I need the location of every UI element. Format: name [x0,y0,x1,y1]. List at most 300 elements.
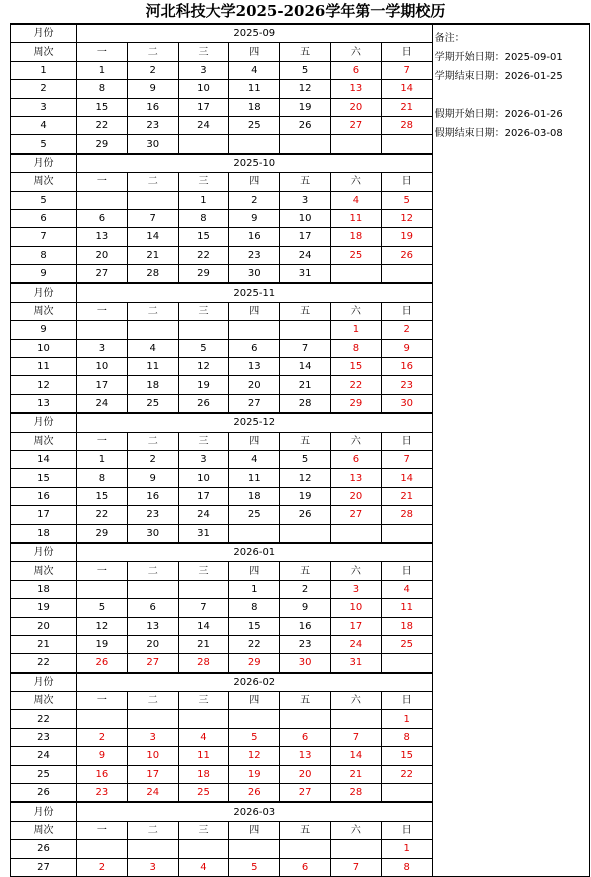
weekday-label: 日 [381,173,432,191]
day-cell: 29 [330,394,381,413]
week-label: 周次 [11,692,77,710]
day-cell: 8 [381,728,432,746]
day-cell: 4 [381,580,432,598]
day-cell: 4 [330,191,381,209]
day-cell: 6 [280,858,331,876]
day-cell: 22 [77,116,128,134]
note-line: 学期开始日期：2025-09-01 [434,52,563,63]
week-label: 周次 [11,173,77,191]
note-line: 学期结束日期：2026-01-25 [434,71,563,82]
day-cell: 3 [330,580,381,598]
week-number: 11 [11,358,77,376]
day-cell: 19 [280,487,331,505]
day-cell: 8 [77,80,128,98]
weekday-label: 二 [127,173,178,191]
day-cell: 11 [127,358,178,376]
note-line: 假期结束日期：2026-03-08 [434,128,563,139]
day-cell: 6 [280,728,331,746]
week-number: 21 [11,635,77,653]
weekday-label: 一 [77,692,128,710]
day-cell: 10 [77,358,128,376]
day-cell: 30 [381,394,432,413]
day-cell: 21 [280,376,331,394]
day-cell: 24 [330,635,381,653]
day-cell: 28 [330,784,381,803]
week-number: 22 [11,710,77,728]
day-cell: 16 [127,98,178,116]
weekday-label: 六 [330,432,381,450]
day-cell [178,580,229,598]
week-number: 27 [11,858,77,876]
weekday-label: 三 [178,692,229,710]
week-number: 7 [11,228,77,246]
month-label: 月份 [11,24,77,43]
week-number: 25 [11,765,77,783]
day-cell [330,710,381,728]
weekday-label: 一 [77,432,128,450]
day-cell [280,135,331,154]
day-cell [280,840,331,858]
weekday-label: 六 [330,43,381,61]
week-number: 12 [11,376,77,394]
day-cell: 11 [178,747,229,765]
day-cell: 11 [229,469,280,487]
day-cell: 29 [77,524,128,543]
day-cell: 5 [229,858,280,876]
day-cell: 10 [178,469,229,487]
weekday-label: 五 [280,43,331,61]
day-cell: 25 [381,635,432,653]
day-cell [127,710,178,728]
month-value: 2026-02 [77,673,433,692]
day-cell: 21 [178,635,229,653]
day-cell: 20 [280,765,331,783]
week-number: 5 [11,191,77,209]
day-cell [178,710,229,728]
weekday-label: 二 [127,562,178,580]
day-cell: 22 [330,376,381,394]
day-cell: 2 [77,858,128,876]
day-cell: 10 [127,747,178,765]
day-cell: 3 [127,858,178,876]
day-cell: 16 [280,617,331,635]
day-cell: 5 [381,191,432,209]
day-cell [127,840,178,858]
day-cell: 22 [229,635,280,653]
day-cell: 26 [381,246,432,264]
day-cell: 29 [178,265,229,284]
day-cell: 17 [77,376,128,394]
day-cell: 9 [280,599,331,617]
weekday-label: 三 [178,432,229,450]
day-cell: 27 [330,116,381,134]
day-cell: 7 [381,450,432,468]
day-cell: 25 [229,506,280,524]
day-cell [280,524,331,543]
day-cell [280,321,331,339]
day-cell: 27 [280,784,331,803]
day-cell: 14 [178,617,229,635]
day-cell: 6 [77,209,128,227]
day-cell: 30 [127,524,178,543]
day-cell: 9 [229,209,280,227]
day-cell: 7 [127,209,178,227]
day-cell: 19 [77,635,128,653]
weekday-label: 四 [229,692,280,710]
day-cell: 31 [330,654,381,673]
day-cell [280,710,331,728]
day-cell: 25 [178,784,229,803]
day-cell: 10 [178,80,229,98]
day-cell: 4 [229,61,280,79]
day-cell: 28 [178,654,229,673]
day-cell: 24 [178,506,229,524]
day-cell: 15 [77,487,128,505]
day-cell: 13 [280,747,331,765]
week-number: 17 [11,506,77,524]
day-cell [127,580,178,598]
weekday-label: 日 [381,562,432,580]
day-cell [229,840,280,858]
day-cell: 31 [178,524,229,543]
day-cell: 20 [77,246,128,264]
month-value: 2025-12 [77,413,433,432]
month-label: 月份 [11,283,77,302]
day-cell: 19 [178,376,229,394]
day-cell: 1 [77,61,128,79]
week-number: 16 [11,487,77,505]
day-cell: 1 [77,450,128,468]
day-cell: 26 [77,654,128,673]
week-number: 23 [11,728,77,746]
day-cell: 17 [330,617,381,635]
weekday-label: 四 [229,562,280,580]
week-number: 26 [11,840,77,858]
weekday-label: 一 [77,302,128,320]
day-cell: 15 [178,228,229,246]
month-label: 月份 [11,802,77,821]
day-cell: 6 [330,450,381,468]
day-cell: 23 [229,246,280,264]
day-cell: 1 [330,321,381,339]
week-number: 3 [11,98,77,116]
week-number: 18 [11,580,77,598]
week-label: 周次 [11,43,77,61]
weekday-label: 五 [280,821,331,839]
day-cell: 11 [330,209,381,227]
day-cell: 27 [77,265,128,284]
day-cell: 8 [229,599,280,617]
week-number: 22 [11,654,77,673]
weekday-label: 六 [330,302,381,320]
month-header-row [11,24,590,43]
weekday-label: 一 [77,173,128,191]
weekday-label: 四 [229,821,280,839]
day-cell: 20 [127,635,178,653]
day-cell: 24 [127,784,178,803]
day-cell: 5 [280,450,331,468]
day-cell: 2 [280,580,331,598]
day-cell: 6 [330,61,381,79]
day-cell [178,321,229,339]
day-cell [381,524,432,543]
day-cell: 14 [280,358,331,376]
day-cell: 12 [178,358,229,376]
weekday-label: 五 [280,432,331,450]
weekday-label: 三 [178,562,229,580]
day-cell: 2 [77,728,128,746]
weekday-label: 一 [77,562,128,580]
day-cell: 17 [280,228,331,246]
day-cell: 17 [178,487,229,505]
weekday-label: 六 [330,562,381,580]
day-cell: 30 [127,135,178,154]
day-cell: 20 [330,98,381,116]
day-cell: 18 [330,228,381,246]
weekday-label: 六 [330,821,381,839]
day-cell: 14 [127,228,178,246]
day-cell: 1 [381,710,432,728]
day-cell: 13 [330,469,381,487]
day-cell [330,524,381,543]
day-cell: 29 [229,654,280,673]
day-cell: 23 [280,635,331,653]
weekday-label: 六 [330,173,381,191]
weekday-label: 三 [178,43,229,61]
day-cell: 21 [381,98,432,116]
week-number: 20 [11,617,77,635]
weekday-label: 五 [280,562,331,580]
day-cell: 26 [280,116,331,134]
weekday-label: 日 [381,302,432,320]
week-number: 26 [11,784,77,803]
day-cell: 3 [77,339,128,357]
day-cell: 15 [381,747,432,765]
day-cell: 10 [330,599,381,617]
day-cell: 19 [229,765,280,783]
weekday-label: 日 [381,821,432,839]
day-cell: 6 [127,599,178,617]
day-cell: 7 [280,339,331,357]
week-number: 9 [11,265,77,284]
day-cell: 5 [229,728,280,746]
week-number: 18 [11,524,77,543]
day-cell [127,191,178,209]
weekday-label: 一 [77,43,128,61]
day-cell: 3 [280,191,331,209]
month-value: 2026-01 [77,543,433,562]
note-line [435,86,589,105]
day-cell: 16 [77,765,128,783]
week-number: 13 [11,394,77,413]
month-label: 月份 [11,543,77,562]
week-number: 5 [11,135,77,154]
day-cell: 7 [381,61,432,79]
day-cell: 30 [229,265,280,284]
day-cell: 9 [127,469,178,487]
day-cell: 20 [229,376,280,394]
day-cell: 28 [127,265,178,284]
day-cell: 11 [381,599,432,617]
day-cell: 1 [229,580,280,598]
day-cell: 23 [381,376,432,394]
day-cell: 13 [77,228,128,246]
day-cell [77,840,128,858]
day-cell: 9 [127,80,178,98]
day-cell: 11 [229,80,280,98]
day-cell: 26 [229,784,280,803]
weekday-label: 六 [330,692,381,710]
day-cell: 17 [178,98,229,116]
weekday-label: 二 [127,43,178,61]
day-cell: 13 [229,358,280,376]
day-cell: 25 [330,246,381,264]
day-cell: 12 [77,617,128,635]
day-cell: 15 [330,358,381,376]
day-cell: 19 [381,228,432,246]
day-cell [229,135,280,154]
day-cell: 16 [127,487,178,505]
week-number: 15 [11,469,77,487]
day-cell: 3 [178,61,229,79]
day-cell: 1 [381,840,432,858]
day-cell: 27 [127,654,178,673]
day-cell: 20 [330,487,381,505]
day-cell [77,191,128,209]
day-cell: 28 [381,506,432,524]
day-cell: 8 [77,469,128,487]
day-cell: 7 [178,599,229,617]
day-cell: 30 [280,654,331,673]
day-cell: 14 [330,747,381,765]
week-label: 周次 [11,562,77,580]
month-value: 2025-09 [77,24,433,43]
weekday-label: 一 [77,821,128,839]
day-cell: 18 [229,98,280,116]
notes-panel [432,24,589,876]
day-cell: 5 [77,599,128,617]
month-value: 2025-10 [77,154,433,173]
weekday-label: 日 [381,692,432,710]
weekday-label: 二 [127,821,178,839]
day-cell [178,840,229,858]
day-cell: 16 [229,228,280,246]
weekday-label: 二 [127,432,178,450]
week-label: 周次 [11,432,77,450]
day-cell [330,135,381,154]
day-cell: 8 [381,858,432,876]
day-cell: 24 [77,394,128,413]
day-cell: 31 [280,265,331,284]
week-number: 10 [11,339,77,357]
day-cell [77,580,128,598]
day-cell: 17 [127,765,178,783]
day-cell: 2 [229,191,280,209]
day-cell: 4 [229,450,280,468]
week-label: 周次 [11,302,77,320]
day-cell: 9 [381,339,432,357]
day-cell: 6 [229,339,280,357]
day-cell: 2 [127,61,178,79]
day-cell: 26 [280,506,331,524]
day-cell [381,265,432,284]
day-cell: 3 [127,728,178,746]
day-cell [77,710,128,728]
day-cell: 13 [330,80,381,98]
day-cell: 7 [330,858,381,876]
week-number: 14 [11,450,77,468]
day-cell: 24 [178,116,229,134]
day-cell [77,321,128,339]
day-cell: 24 [280,246,331,264]
day-cell: 12 [229,747,280,765]
week-number: 8 [11,246,77,264]
day-cell: 7 [330,728,381,746]
day-cell: 15 [77,98,128,116]
month-label: 月份 [11,413,77,432]
day-cell: 15 [229,617,280,635]
weekday-label: 四 [229,173,280,191]
day-cell: 18 [178,765,229,783]
weekday-label: 三 [178,173,229,191]
day-cell [330,265,381,284]
day-cell: 27 [229,394,280,413]
week-number: 9 [11,321,77,339]
week-number: 4 [11,116,77,134]
day-cell: 18 [229,487,280,505]
note-line: 备注： [434,33,465,44]
weekday-label: 五 [280,692,331,710]
week-number: 1 [11,61,77,79]
day-cell: 12 [280,469,331,487]
day-cell: 1 [178,191,229,209]
day-cell: 13 [127,617,178,635]
day-cell [229,710,280,728]
day-cell: 19 [280,98,331,116]
note-line: 假期开始日期：2026-01-26 [434,109,563,120]
day-cell: 28 [381,116,432,134]
day-cell: 2 [381,321,432,339]
weekday-label: 二 [127,692,178,710]
day-cell: 16 [381,358,432,376]
day-cell: 29 [77,135,128,154]
day-cell: 21 [127,246,178,264]
day-cell [330,840,381,858]
day-cell: 23 [77,784,128,803]
day-cell: 22 [77,506,128,524]
day-cell: 4 [178,728,229,746]
school-calendar-table [10,23,590,877]
day-cell: 8 [178,209,229,227]
week-number: 24 [11,747,77,765]
day-cell: 5 [280,61,331,79]
day-cell: 23 [127,506,178,524]
weekday-label: 日 [381,43,432,61]
day-cell: 2 [127,450,178,468]
day-cell: 10 [280,209,331,227]
day-cell: 14 [381,80,432,98]
day-cell: 27 [330,506,381,524]
week-number: 6 [11,209,77,227]
weekday-label: 三 [178,821,229,839]
day-cell [381,135,432,154]
weekday-label: 五 [280,302,331,320]
day-cell: 22 [178,246,229,264]
weekday-label: 五 [280,173,331,191]
day-cell [381,784,432,803]
day-cell: 22 [381,765,432,783]
day-cell [229,524,280,543]
